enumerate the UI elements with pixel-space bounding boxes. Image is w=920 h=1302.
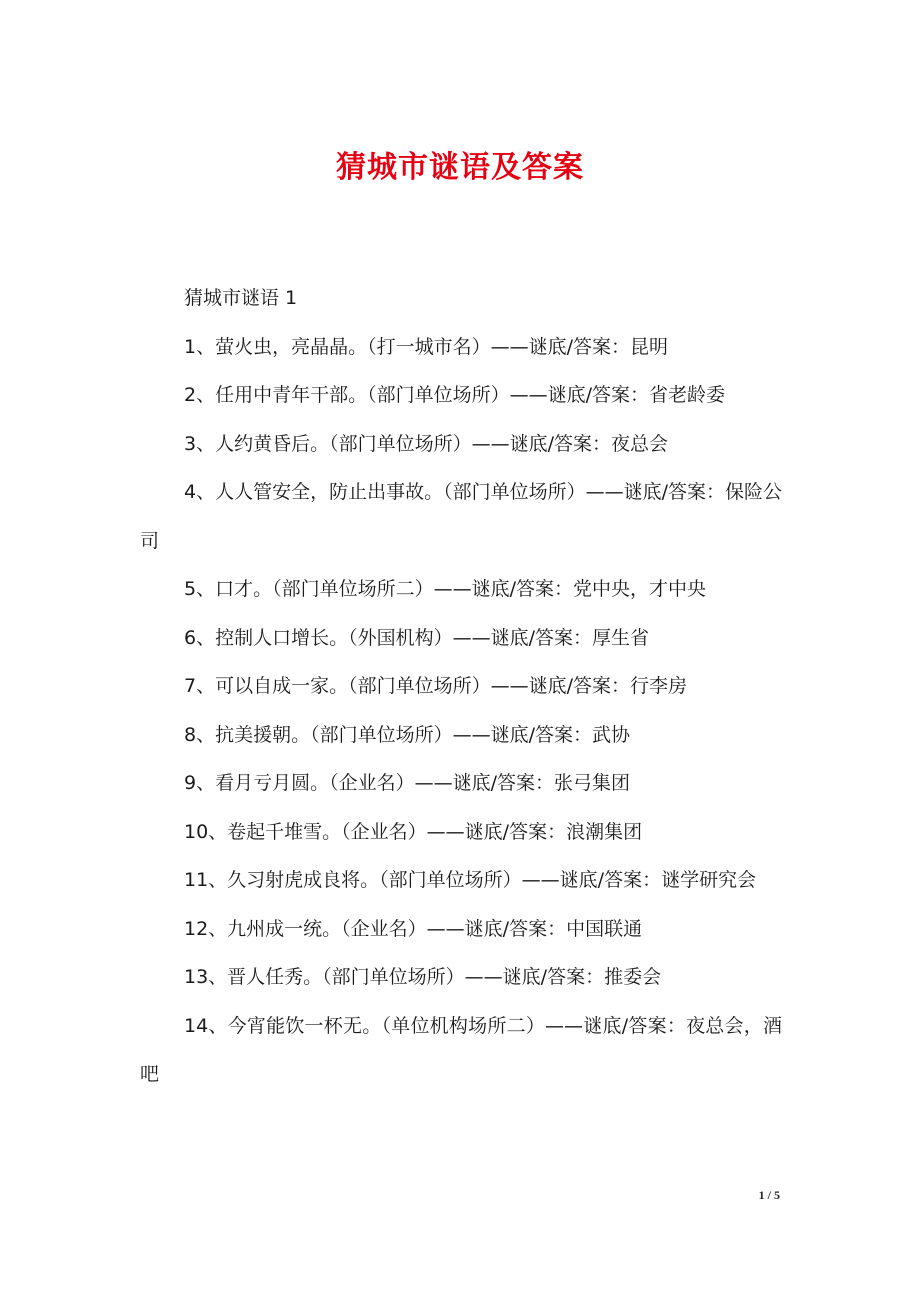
riddle-item: 4、人人管安全，防止出事故。（部门单位场所）——谜底/答案：保险公司	[140, 481, 782, 552]
riddle-item: 7、可以自成一家。（部门单位场所）——谜底/答案：行李房	[184, 675, 687, 697]
riddle-item: 13、晋人任秀。（部门单位场所）——谜底/答案：推委会	[184, 966, 662, 988]
page-number: 1 / 5	[758, 1188, 780, 1202]
riddle-item: 11、久习射虎成良将。（部门单位场所）——谜底/答案：谜学研究会	[184, 869, 757, 891]
riddle-item: 8、抗美援朝。（部门单位场所）——谜底/答案：武协	[184, 723, 630, 746]
riddle-item: 5、口才。（部门单位场所二）——谜底/答案：党中央，才中央	[184, 578, 706, 600]
riddle-item: 9、看月亏月圆。（企业名）——谜底/答案：张弓集团	[184, 772, 630, 794]
riddle-item: 12、九州成一统。（企业名）——谜底/答案：中国联通	[184, 917, 643, 940]
riddle-item: 2、任用中青年干部。（部门单位场所）——谜底/答案：省老龄委	[184, 384, 725, 406]
riddle-item: 14、今宵能饮一杯无。（单位机构场所二）——谜底/答案：夜总会，酒吧	[140, 1014, 782, 1085]
riddle-item: 10、卷起千堆雪。（企业名）——谜底/答案：浪潮集团	[184, 820, 643, 843]
subheading: 猜城市谜语 1	[184, 287, 298, 309]
document-body	[140, 274, 782, 1099]
document-title: 猜城市谜语及答案	[336, 150, 584, 185]
riddle-item: 1、萤火虫，亮晶晶。（打一城市名）——谜底/答案：昆明	[184, 335, 668, 358]
riddle-item: 3、人约黄昏后。（部门单位场所）——谜底/答案：夜总会	[184, 432, 668, 455]
riddle-item: 6、控制人口增长。（外国机构）——谜底/答案：厚生省	[184, 626, 649, 649]
